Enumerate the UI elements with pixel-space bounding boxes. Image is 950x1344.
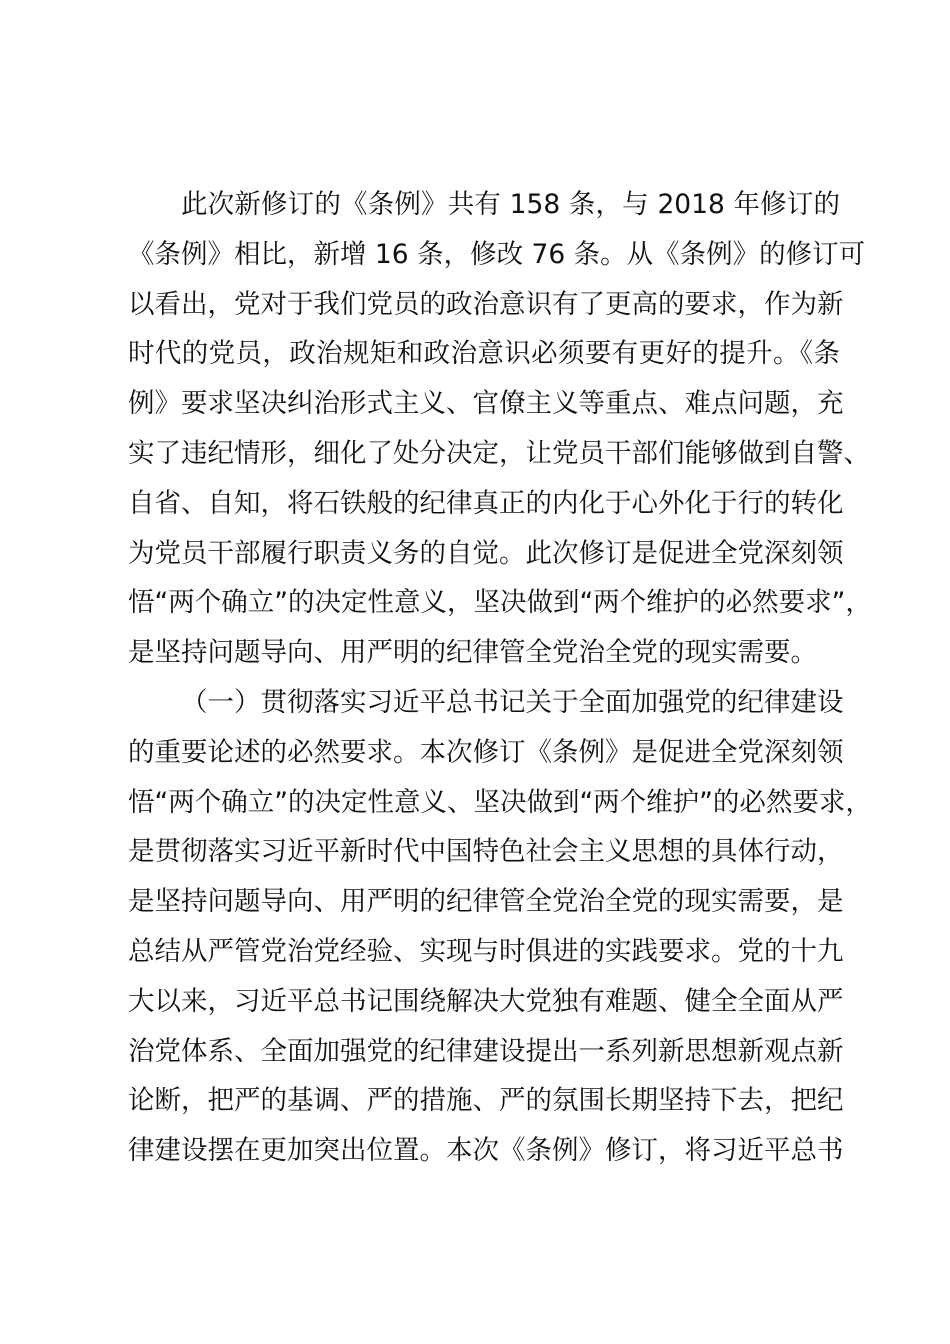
text-line: 论断，把严的基调、严的措施、严的氛围长期坚持下去，把纪 — [128, 1085, 844, 1117]
text-line: 以看出，党对于我们党员的政治意识有了更高的要求，作为新 — [128, 288, 844, 320]
text-line: 总结从严管党治党经验、实现与时俱进的实践要求。党的十九 — [128, 935, 844, 967]
text-line: 律建设摆在更加突出位置。本次《条例》修订，将习近平总书 — [128, 1135, 844, 1167]
paragraph-1 — [128, 180, 872, 678]
text-line: 实了违纪情形，细化了处分决定，让党员干部们能够做到自警、 — [128, 437, 870, 469]
text-line: 《条例》相比，新增 16 条，修改 76 条。从《条例》的修订可 — [128, 238, 866, 270]
text-line: 悟“两个确立”的决定性意义，坚决做到“两个维护的必然要求”， — [128, 587, 872, 619]
paragraph-2 — [128, 678, 872, 1176]
text-line: 例》要求坚决纠治形式主义、官僚主义等重点、难点问题，充 — [128, 388, 844, 420]
text-line: 大以来，习近平总书记围绕解决大党独有难题、健全全面从严 — [128, 985, 844, 1017]
text-line: 悟“两个确立”的决定性意义、坚决做到“两个维护”的必然要求， — [128, 786, 872, 818]
text-line: 治党体系、全面加强党的纪律建设提出一系列新思想新观点新 — [128, 1035, 844, 1067]
text-line: 为党员干部履行职责义务的自觉。此次修订是促进全党深刻领 — [128, 537, 844, 569]
text-line: 自省、自知，将石铁般的纪律真正的内化于心外化于行的转化 — [128, 487, 844, 519]
document-body — [128, 180, 872, 1176]
text-line: 时代的党员，政治规矩和政治意识必须要有更好的提升。《条 — [128, 338, 840, 370]
text-line: 是贯彻落实习近平新时代中国特色社会主义思想的具体行动， — [128, 836, 844, 868]
text-line: 此次新修订的《条例》共有 158 条，与 2018 年修订的 — [181, 189, 840, 220]
text-line: 是坚持问题导向、用严明的纪律管全党治全党的现实需要，是 — [128, 886, 844, 918]
text-line: 的重要论述的必然要求。本次修订《条例》是促进全党深刻领 — [128, 736, 844, 768]
text-line: 是坚持问题导向、用严明的纪律管全党治全党的现实需要。 — [128, 637, 817, 669]
section-heading-line: （一）贯彻落实习近平总书记关于全面加强党的纪律建设 — [181, 686, 844, 718]
